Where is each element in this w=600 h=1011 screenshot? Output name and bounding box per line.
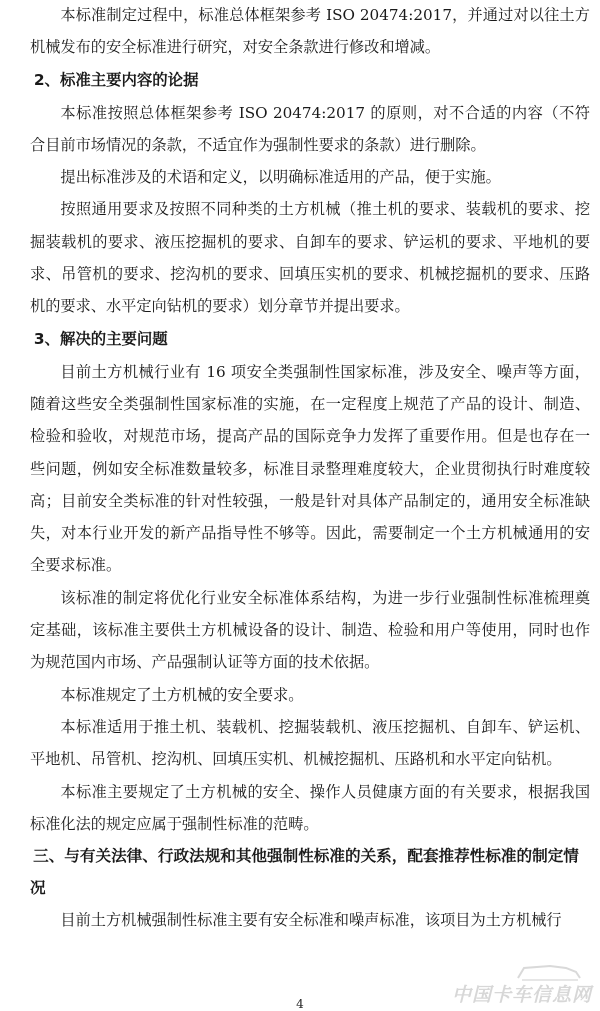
truck-icon <box>514 962 584 984</box>
chapter-heading: 三、与有关法律、行政法规和其他强制性标准的关系，配套推荐性标准的制定情况 <box>30 847 579 898</box>
paragraph: 按照通用要求及按照不同种类的土方机械（推土机的要求、装载机的要求、挖掘装载机的要求、液压挖掘机的要求、自卸车的要求、铲运机的要求、平地机的要求、吊管机的要求、挖沟机的要求、回填压实机的要求、机械挖掘机的要求、压路机的要求、水平定向钻机的要求）划分章节并提出要求。 <box>30 200 590 316</box>
paragraph: 本标准适用于推土机、装载机、挖掘装载机、液压挖掘机、自卸车、铲运机、平地机、吊管机、挖沟机、回填压实机、机械挖掘机、压路机和水平定向钻机。 <box>30 717 590 769</box>
paragraph: 本标准按照总体框架参考 ISO 20474:2017 的原则，对不合适的内容（不符合目前市场情况的条款，不适宜作为强制性要求的条款）进行删除。 <box>30 103 590 154</box>
section-heading: 2、标准主要内容的论据 <box>33 70 199 89</box>
watermark <box>452 980 592 1007</box>
paragraph: 提出标准涉及的术语和定义，以明确标准适用的产品，便于实施。 <box>60 168 501 187</box>
document-body <box>30 0 590 936</box>
paragraph: 本标准制定过程中，标准总体框架参考 ISO 20474:2017，并通过对以往土方机械发布的安全标准进行研究，对安全条款进行修改和增减。 <box>30 6 590 57</box>
paragraph: 该标准的制定将优化行业安全标准体系结构，为进一步行业强制性标准梳理奠定基础，该标准主要供土方机械设备的设计、制造、检验和用户等使用，同时也作为规范国内市场、产品强制认证等方面的技术依据。 <box>30 588 590 672</box>
paragraph: 本标准主要规定了土方机械的安全、操作人员健康方面的有关要求，根据我国标准化法的规定应属于强制性标准的范畴。 <box>30 782 590 833</box>
page-number: 4 <box>296 997 304 1011</box>
paragraph: 目前土方机械强制性标准主要有安全标准和噪声标准，该项目为土方机械行 <box>60 911 562 930</box>
watermark-text: 中国卡车信息网 <box>451 984 592 1006</box>
paragraph: 目前土方机械行业有 16 项安全类强制性国家标准，涉及安全、噪声等方面，随着这些安全类强制性国家标准的实施，在一定程度上规范了产品的设计、制造、检验和验收，对规范市场，提高产品的国际竞争力发挥了重要作用。但是也存在一些问题，例如安全标准数量较多，标准目录整理难度较大，企业贯彻执行时难度较高；目前安全类标准的针对性较强，一般是针对具体产品制定的，通用安全标准缺失，对本行业开发的新产品指导性不够等。因此，需要制定一个土方机械通用的安全要求标准。 <box>30 362 590 575</box>
section-heading: 3、解决的主要问题 <box>33 329 168 348</box>
paragraph: 本标准规定了土方机械的安全要求。 <box>60 685 304 704</box>
